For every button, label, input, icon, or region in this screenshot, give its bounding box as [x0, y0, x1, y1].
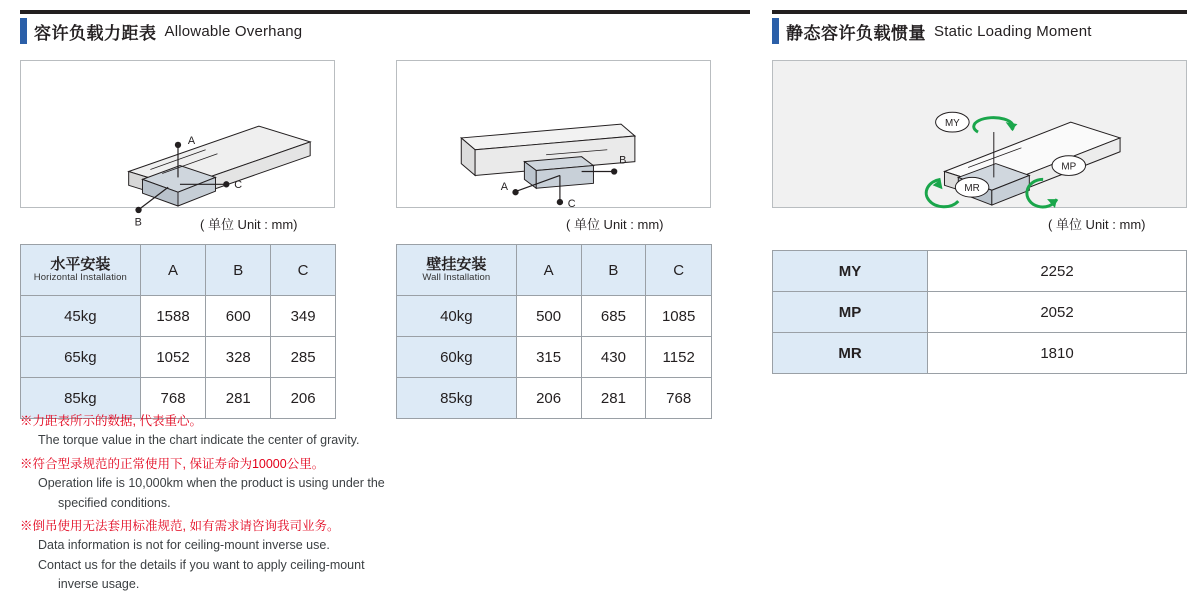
- table2-row0-c: 1085: [646, 296, 712, 337]
- left-section-header: [20, 14, 302, 48]
- note-7: Contact us for the details if you want to apply ceiling-mount: [38, 557, 365, 572]
- figure-static-loading-moment: [772, 60, 1187, 208]
- table1-row1-c: 285: [271, 337, 336, 378]
- table1-row1-b: 328: [206, 337, 271, 378]
- table2-row0-label: 40kg: [397, 296, 517, 337]
- table1-col-c: C: [271, 245, 336, 296]
- table2-row2-b: 281: [581, 378, 646, 419]
- table1-row1-label: 65kg: [21, 337, 141, 378]
- table1-row1-a: 1052: [140, 337, 206, 378]
- note-8: inverse usage.: [58, 577, 140, 591]
- figure3-unit-label: ( 单位 Unit : mm): [1048, 217, 1146, 232]
- table2-row1-label: 60kg: [397, 337, 517, 378]
- right-header-accent-bar: [772, 18, 779, 44]
- note-2: ※符合型录规范的正常使用下, 保证寿命为10000公里。: [20, 456, 325, 471]
- table2-col-b: B: [581, 245, 646, 296]
- note-4: specified conditions.: [58, 495, 171, 510]
- table2-row1-b: 430: [581, 337, 646, 378]
- svg-text:B: B: [619, 154, 627, 167]
- table1-corner-en: Horizontal Installation: [33, 272, 127, 284]
- table2-row2-label: 85kg: [397, 378, 517, 419]
- table1-row2-b: 281: [206, 378, 271, 419]
- svg-text:C: C: [567, 198, 576, 210]
- svg-text:C: C: [234, 179, 243, 192]
- table3-row2-value: 1810: [928, 333, 1187, 374]
- table2-corner-header: [397, 245, 517, 296]
- table-horizontal-installation: [20, 244, 336, 419]
- note-1: The torque value in the chart indicate the center of gravity.: [38, 433, 360, 448]
- table2-row2-a: 206: [516, 378, 581, 419]
- table1-col-b: B: [206, 245, 271, 296]
- table1-row2-a: 768: [140, 378, 206, 419]
- table1-row0-c: 349: [271, 296, 336, 337]
- table2-col-a: A: [516, 245, 581, 296]
- svg-text:MY: MY: [944, 118, 960, 130]
- figure-wall-installation: [396, 60, 711, 208]
- table-row-header: [397, 245, 712, 296]
- table1-corner-cn: 水平安装: [50, 255, 111, 273]
- table2-row0-b: 685: [581, 296, 646, 337]
- table-row: [773, 251, 1187, 292]
- table2-row0-a: 500: [516, 296, 581, 337]
- right-section-title-en: Static Loading Moment: [934, 22, 1092, 40]
- svg-text:A: A: [500, 181, 508, 194]
- left-section-title-cn: 容许负载力距表: [34, 23, 157, 43]
- right-section-title-cn: 静态容许负载惯量: [786, 23, 926, 43]
- note-3: Operation life is 10,000km when the product is using under the: [38, 476, 385, 491]
- table1-corner-header: [21, 245, 141, 296]
- moment-rail-diagram: [773, 61, 1186, 207]
- figure2-unit-label: ( 单位 Unit : mm): [566, 217, 664, 232]
- note-6: Data information is not for ceiling-mount inverse use.: [38, 538, 330, 553]
- table3-row0-label: MY: [773, 251, 928, 292]
- table-row: [397, 296, 712, 337]
- table3-row1-value: 2052: [928, 292, 1187, 333]
- svg-text:A: A: [187, 134, 196, 147]
- wall-rail-diagram: [397, 61, 710, 210]
- table1-row2-label: 85kg: [21, 378, 141, 419]
- note-0: ※力距表所示的数据, 代表重心。: [20, 414, 202, 428]
- table2-col-c: C: [646, 245, 712, 296]
- table-row: [397, 337, 712, 378]
- left-section-title-en: Allowable Overhang: [164, 22, 303, 40]
- notes-block: [20, 412, 540, 594]
- table2-row1-a: 315: [516, 337, 581, 378]
- table1-row0-a: 1588: [140, 296, 206, 337]
- table1-row2-c: 206: [271, 378, 336, 419]
- table-row: [21, 337, 336, 378]
- table-row: [773, 333, 1187, 374]
- table-row-header: [21, 245, 336, 296]
- svg-text:MP: MP: [1061, 161, 1077, 173]
- right-section-header: [772, 14, 1092, 48]
- table-wall-installation: [396, 244, 712, 419]
- table3-row2-label: MR: [773, 333, 928, 374]
- table2-row2-c: 768: [646, 378, 712, 419]
- table3-row1-label: MP: [773, 292, 928, 333]
- table-row: [773, 292, 1187, 333]
- table2-row1-c: 1152: [646, 337, 712, 378]
- table2-corner-cn: 壁挂安装: [426, 255, 487, 273]
- table-static-loading-moment: [772, 250, 1187, 374]
- table3-row0-value: 2252: [928, 251, 1187, 292]
- figure1-unit-label: ( 单位 Unit : mm): [200, 217, 298, 232]
- left-header-accent-bar: [20, 18, 27, 44]
- table1-row0-b: 600: [206, 296, 271, 337]
- svg-text:B: B: [134, 216, 142, 229]
- note-5: ※倒吊使用无法套用标准规范, 如有需求请咨询我司业务。: [20, 518, 340, 533]
- table1-row0-label: 45kg: [21, 296, 141, 337]
- svg-text:MR: MR: [964, 183, 980, 195]
- table1-col-a: A: [140, 245, 206, 296]
- table2-corner-en: Wall Installation: [422, 272, 491, 284]
- table-row: [21, 296, 336, 337]
